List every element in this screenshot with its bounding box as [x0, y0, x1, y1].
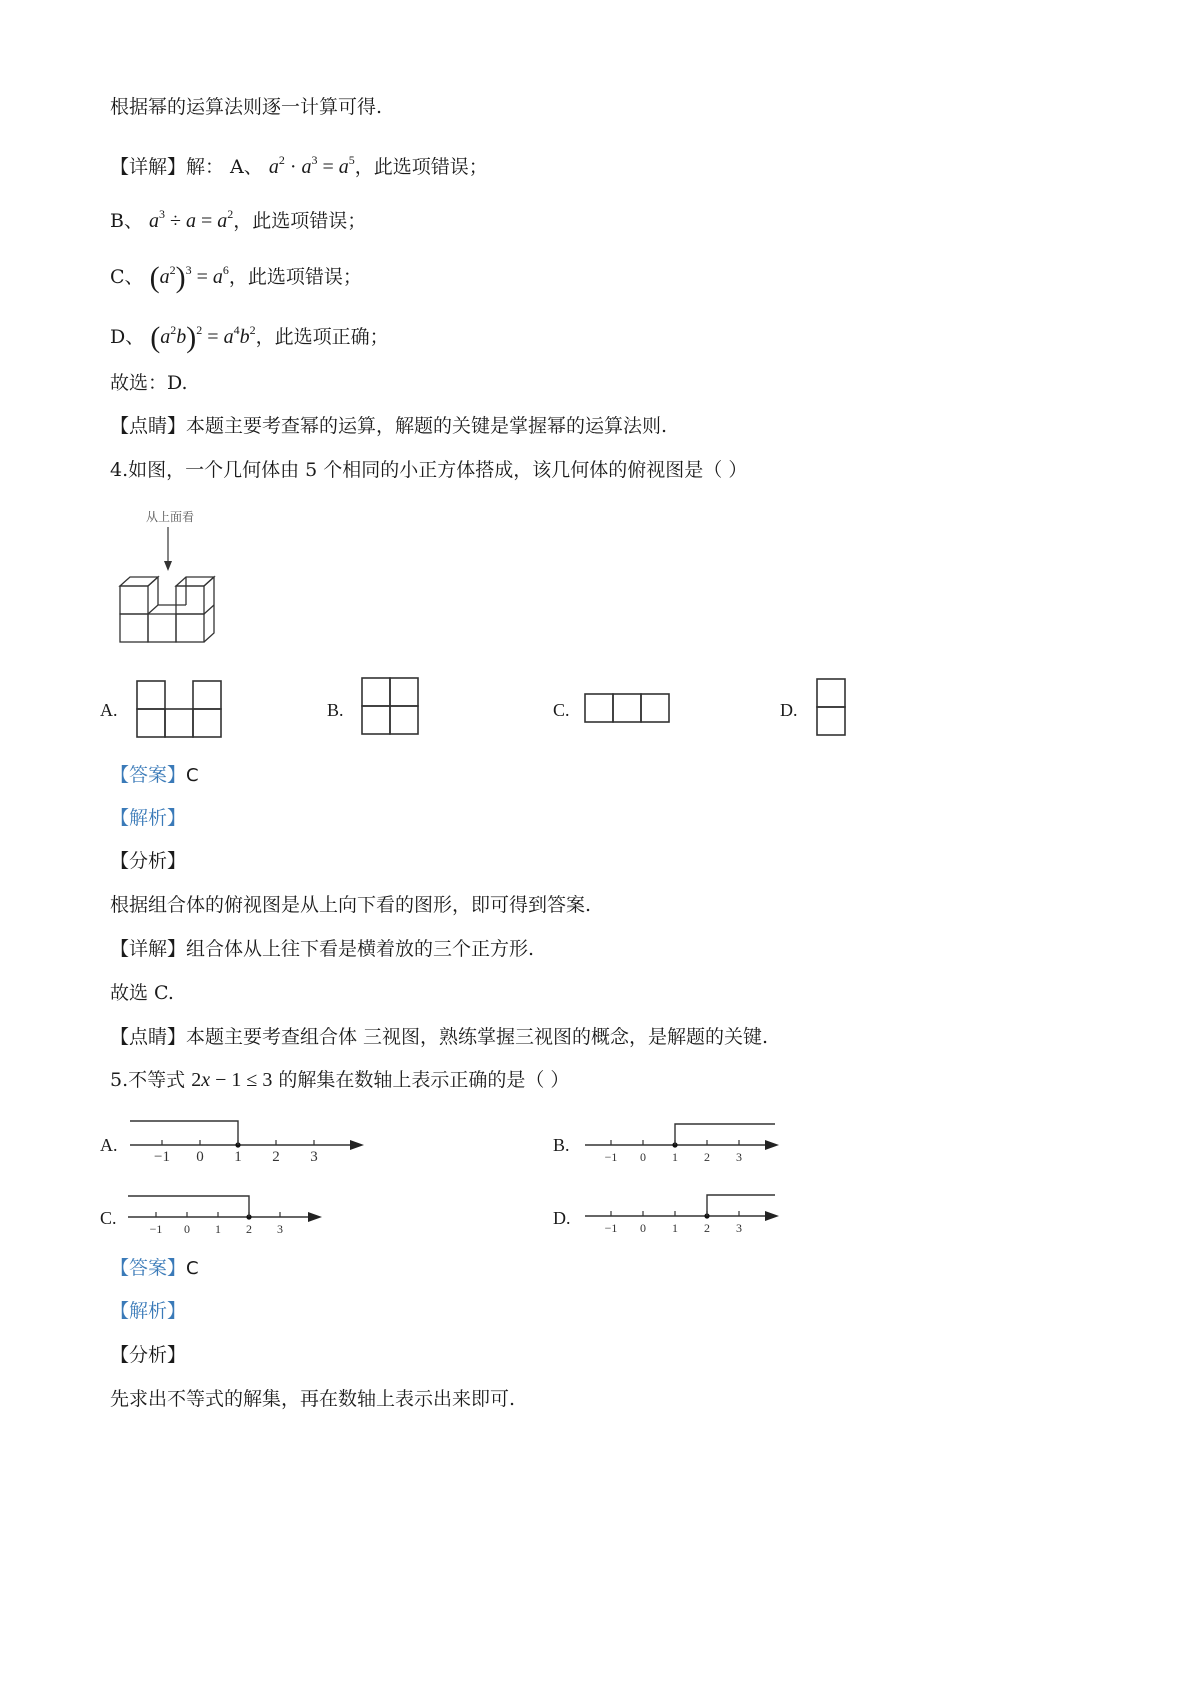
q5-fenxi: 先求出不等式的解集，再在数轴上表示出来即可. — [110, 1388, 516, 1410]
tick-label: 2 — [704, 1150, 710, 1164]
axis-arrow — [765, 1211, 779, 1221]
q4-analysis-label: 【解析】 — [110, 807, 187, 829]
q3-option-d: D、 $(a^2b)^2 = a^4b^2$，此选项正确； — [110, 321, 389, 354]
q5-question: 5.不等式 2x − 1 ≤ 3 的解集在数轴上表示正确的是（ ） — [110, 1069, 570, 1091]
axis-arrow — [308, 1212, 322, 1222]
solution-bracket — [675, 1124, 775, 1145]
tick-label: 0 — [184, 1222, 190, 1236]
q3-option-b: B、 $a^3 \div a = a^2$，此选项错误； — [110, 207, 367, 232]
tick-label: −1 — [604, 1150, 618, 1164]
tick-label: 1 — [215, 1222, 221, 1236]
q4-option-d-label: D. — [780, 700, 798, 720]
q4-choice: 故选 C. — [110, 982, 174, 1004]
tick-label: 3 — [277, 1222, 283, 1236]
q3-detail-a: 【详解】解： A、 $a^2 \cdot a^3 = a^5$，此选项错误； — [110, 153, 488, 178]
tick-label: 2 — [246, 1222, 252, 1236]
q4-question: 4.如图，一个几何体由 5 个相同的小正方体搭成，该几何体的俯视图是（ ） — [110, 459, 748, 481]
q5-option-d-label: D. — [553, 1208, 571, 1228]
q4-fenxi: 根据组合体的俯视图是从上向下看的图形，即可得到答案. — [110, 894, 592, 916]
tick-label: −1 — [149, 1222, 163, 1236]
tick-label: 1 — [234, 1149, 242, 1165]
solution-bracket — [128, 1196, 249, 1217]
tick-label: 2 — [704, 1221, 710, 1235]
formula-d: $(a^2b)^2 = a^4b^2$ — [150, 321, 256, 354]
q5-option-b-label: B. — [553, 1135, 570, 1155]
q5-option-a-label: A. — [100, 1135, 118, 1155]
formula-b: $a^3 \div a = a^2$ — [149, 207, 234, 232]
solution-bracket — [707, 1195, 775, 1216]
tick-label: 3 — [736, 1150, 742, 1164]
formula-c: $(a^2)^3 = a^6$ — [149, 261, 229, 294]
solution-bracket — [130, 1121, 238, 1145]
q4-remark: 【点睛】本题主要考查组合体 三视图，熟练掌握三视图的概念，是解题的关键. — [110, 1026, 769, 1048]
tick-label: −1 — [154, 1149, 170, 1165]
q3-choice: 故选：D. — [110, 372, 188, 394]
tick-label: 2 — [272, 1149, 280, 1165]
q4-option-b-figure — [361, 677, 421, 737]
tick-label: 0 — [640, 1221, 646, 1235]
tick-label: 3 — [736, 1221, 742, 1235]
tick-label: −1 — [604, 1221, 618, 1235]
q3-remark: 【点睛】本题主要考查幂的运算，解题的关键是掌握幂的运算法则. — [110, 415, 668, 437]
q4-answer: 【答案】C — [110, 764, 199, 786]
tick-label: 1 — [672, 1150, 678, 1164]
q4-option-c-label: C. — [553, 700, 570, 720]
q4-fenxi-label: 【分析】 — [110, 850, 187, 872]
axis-arrow — [350, 1140, 364, 1150]
q4-option-a-label: A. — [100, 700, 118, 720]
q5-option-d-numberline — [585, 1190, 785, 1240]
inequality: 2x − 1 ≤ 3 — [191, 1069, 273, 1091]
q5-analysis-label: 【解析】 — [110, 1300, 187, 1322]
q5-option-c-label: C. — [100, 1208, 117, 1228]
q5-option-a-numberline — [130, 1116, 370, 1172]
q5-fenxi-label: 【分析】 — [110, 1344, 187, 1366]
axis-arrow — [765, 1140, 779, 1150]
tick-label: 0 — [640, 1150, 646, 1164]
q4-option-b-label: B. — [327, 700, 344, 720]
q4-option-a-figure — [136, 679, 224, 739]
q5-answer: 【答案】C — [110, 1257, 199, 1279]
figure-caption: 从上面看 — [146, 510, 195, 524]
tick-label: 3 — [310, 1149, 318, 1165]
q5-option-c-numberline — [128, 1190, 328, 1240]
q3-method: 根据幂的运算法则逐一计算可得. — [110, 96, 383, 118]
formula-a: $a^2 \cdot a^3 = a^5$ — [268, 153, 355, 178]
tick-label: 1 — [672, 1221, 678, 1235]
q4-option-c-figure — [584, 692, 672, 724]
q4-option-d-figure — [816, 678, 848, 738]
tick-label: 0 — [196, 1149, 204, 1165]
q5-option-b-numberline — [585, 1120, 785, 1170]
q4-detail: 【详解】组合体从上往下看是横着放的三个正方形. — [110, 938, 535, 960]
q3-option-c: C、 $(a^2)^3 = a^6$，此选项错误； — [110, 261, 362, 294]
q4-solid-figure — [110, 505, 230, 650]
